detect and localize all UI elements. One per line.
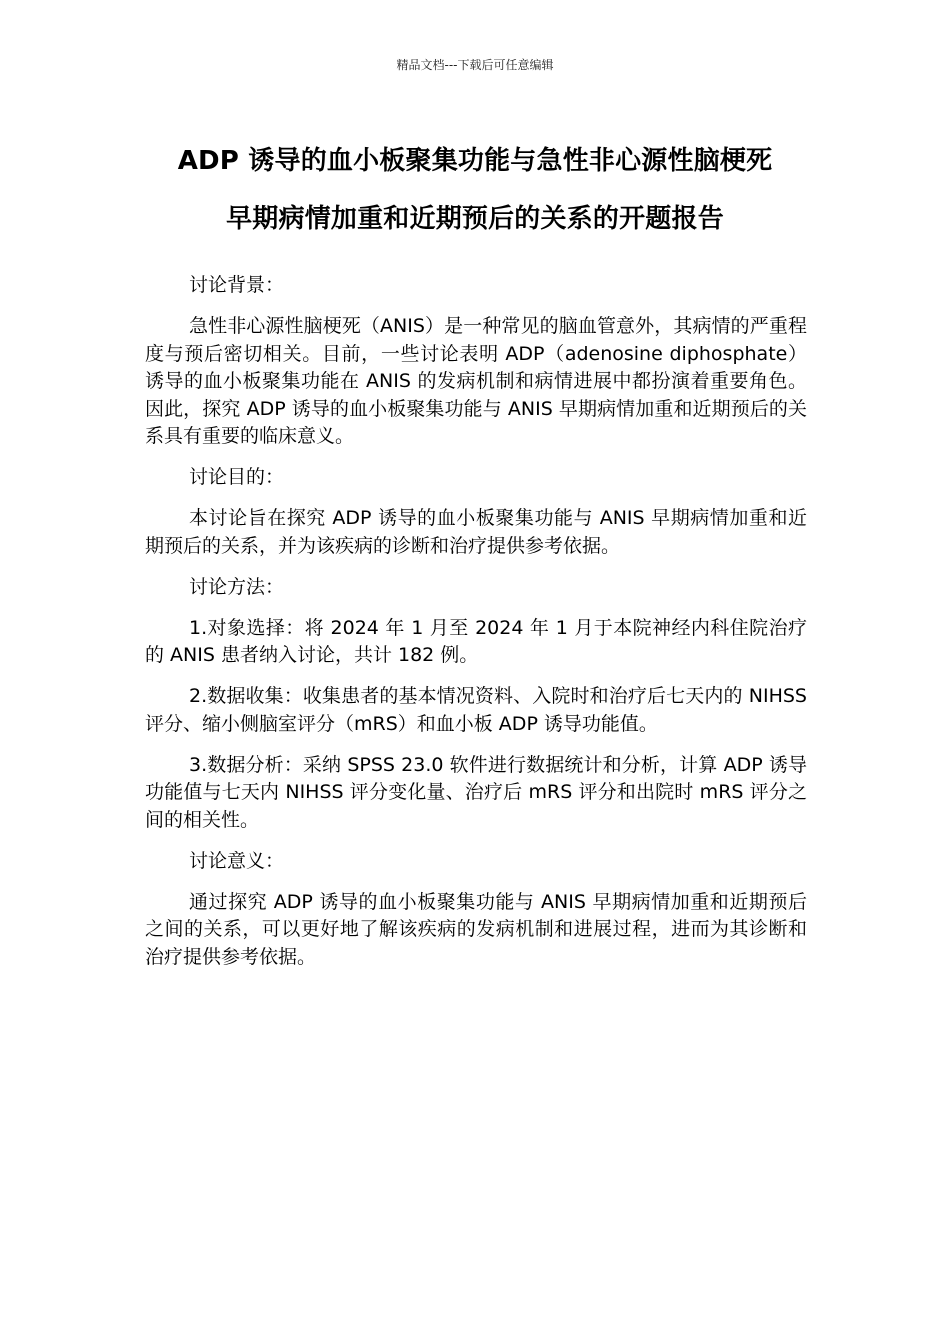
methods-heading: 讨论方法： [189, 575, 285, 598]
title-line-1: ADP 诱导的血小板聚集功能与急性非心源性脑梗死 [177, 146, 773, 176]
significance-heading: 讨论意义： [189, 849, 285, 872]
methods-item-1: 1.对象选择：将 2024 年 1 月至 2024 年 1 月于本院神经内科住院治疗的 ANIS 患者纳入讨论，共计 182 例。 [145, 616, 807, 666]
purpose-paragraph: 本讨论旨在探究 ADP 诱导的血小板聚集功能与 ANIS 早期病情加重和近期预后的关系，并为该疾病的诊断和治疗提供参考依据。 [145, 507, 807, 557]
document-title [140, 132, 810, 248]
page-header: 精品文档---下载后可任意编辑 [396, 58, 554, 72]
title-line-2: 早期病情加重和近期预后的关系的开题报告 [226, 204, 724, 234]
document-body [145, 272, 807, 985]
background-paragraph: 急性非心源性脑梗死（ANIS）是一种常见的脑血管意外，其病情的严重程度与预后密切相关。目前，一些讨论表明 ADP（adenosine diphosphate）诱导的血小板聚集功能在 ANIS 的发病机制和病情进展中都扮演着重要角色。因此，探究 ADP 诱导的血小板聚集功能与 ANIS 早期病情加重和近期预后的关系具有重要的临床意义。 [145, 315, 807, 447]
background-heading: 讨论背景： [189, 274, 285, 296]
significance-paragraph: 通过探究 ADP 诱导的血小板聚集功能与 ANIS 早期病情加重和近期预后之间的关系，可以更好地了解该疾病的发病机制和进展过程，进而为其诊断和治疗提供参考依据。 [145, 890, 807, 968]
methods-item-2: 2.数据收集：收集患者的基本情况资料、入院时和治疗后七天内的 NIHSS 评分、缩小侧脑室评分（mRS）和血小板 ADP 诱导功能值。 [145, 685, 807, 735]
purpose-heading: 讨论目的： [189, 466, 285, 488]
methods-item-3: 3.数据分析：采纳 SPSS 23.0 软件进行数据统计和分析，计算 ADP 诱导功能值与七天内 NIHSS 评分变化量、治疗后 mRS 评分和出院时 mRS 评分之间的相关性。 [145, 753, 807, 831]
